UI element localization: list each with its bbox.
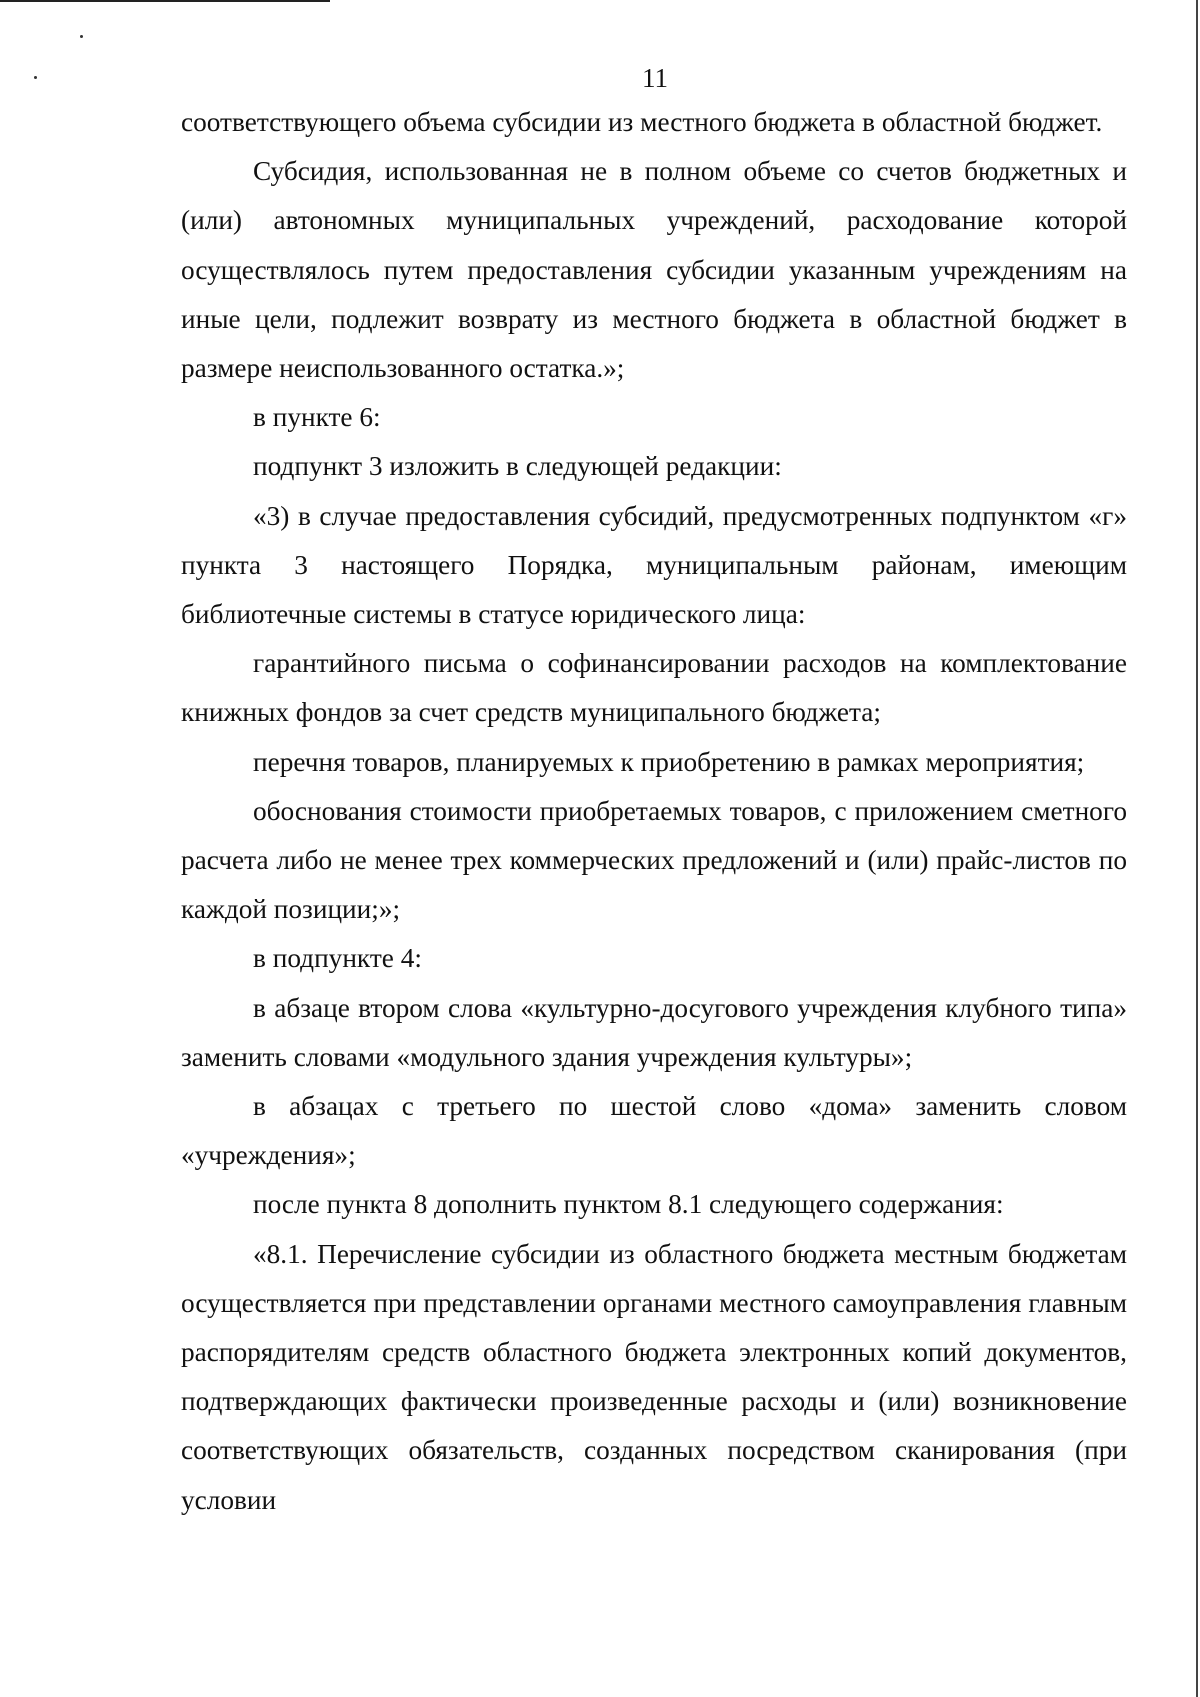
paragraph: в абзаце втором слова «культурно-досугового учреждения клубного типа» заменить словами «модульного здания учреждения культуры»; — [181, 992, 1127, 1072]
paragraph: Субсидия, использованная не в полном объеме со счетов бюджетных и (или) автономных муниципальных учреждений, расходование которой осуществлялось путем предоставления субсидии указанным учреждениям на иные цели, подлежит возврату из местного бюджета в областной бюджет в размере неиспользованного остатка.»; — [181, 156, 1127, 384]
paragraph: «3) в случае предоставления субсидий, предусмотренных подпунктом «г» пункта 3 настоящего Порядка, муниципальным районам, имеющим библиотечные системы в статусе юридического лица: — [181, 500, 1127, 630]
page-number: 11 — [642, 63, 668, 93]
document-body — [181, 98, 1127, 1525]
paragraph: в пункте 6: — [253, 402, 381, 433]
paragraph: подпункт 3 изложить в следующей редакции: — [253, 451, 782, 482]
paragraph: «8.1. Перечисление субсидии из областного бюджета местным бюджетам осуществляется при представлении органами местного самоуправления главным распорядителям средств областного бюджета электронных копий документов, подтверждающих фактически произведенные расходы и (или) возникновение соответствующих обязательств, созданных посредством сканирования (при условии — [181, 1238, 1127, 1515]
paragraph: соответствующего объема субсидии из местного бюджета в областной бюджет. — [181, 107, 1103, 137]
paragraph: после пункта 8 дополнить пунктом 8.1 следующего содержания: — [253, 1189, 1004, 1220]
scan-top-edge — [0, 0, 330, 2]
paragraph: гарантийного письма о софинансировании расходов на комплектование книжных фондов за счет средств муниципального бюджета; — [181, 648, 1127, 728]
paragraph: перечня товаров, планируемых к приобретению в рамках мероприятия; — [253, 746, 1085, 777]
scan-right-edge — [1196, 0, 1198, 1697]
paragraph: в подпункте 4: — [253, 943, 422, 974]
paragraph: в абзацах с третьего по шестой слово «дома» заменить словом «учреждения»; — [181, 1091, 1127, 1171]
paragraph: обоснования стоимости приобретаемых товаров, с приложением сметного расчета либо не менее трех коммерческих предложений и (или) прайс-листов по каждой позиции;»; — [181, 795, 1127, 925]
scan-speck — [80, 35, 83, 38]
